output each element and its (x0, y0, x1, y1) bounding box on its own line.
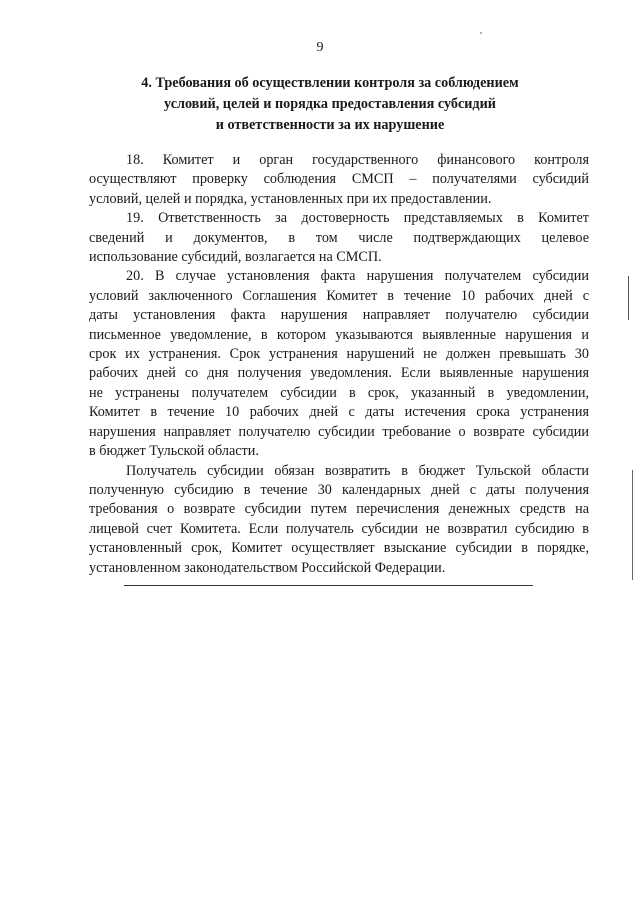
text-line: установленном законодательством Российской Федерации. (89, 559, 446, 576)
text-line: использование субсидий, возлагается на СМСП. (89, 249, 382, 266)
scan-edge-mark (632, 470, 633, 580)
text-line: даты установления факта нарушения направляет получателю субсидии (89, 307, 589, 324)
section-heading (110, 73, 550, 136)
end-separator-line (124, 585, 533, 586)
text-line: в бюджет Тульской области. (89, 443, 259, 460)
paragraph-18 (89, 151, 589, 209)
text-line: требования о возврате субсидии путем перечисления денежных средств на (89, 501, 589, 518)
text-line: осуществляют проверку соблюдения СМСП – получателями субсидий (89, 171, 589, 188)
text-line: условий, целей и порядка, установленных при их предоставлении. (89, 190, 492, 207)
text-line: 18. Комитет и орган государственного финансового контроля (126, 152, 589, 168)
text-line: условий заключенного Соглашения Комитет в течение 10 рабочих дней с (89, 287, 589, 304)
text-line: нарушения направляет получателю субсидии требование о возврате субсидии (89, 423, 589, 440)
text-line: 20. В случае установления факта нарушения получателем субсидии (126, 268, 589, 285)
page-number: 9 (316, 40, 324, 55)
text-line: Комитет в течение 10 рабочих дней с даты истечения срока устранения (89, 404, 589, 421)
text-line: Получатель субсидии обязан возвратить в бюджет Тульской области (126, 462, 589, 479)
paragraph-refund (89, 462, 589, 578)
heading-line: условий, целей и порядка предоставления субсидий (164, 96, 496, 112)
text-line: не устранены получателем субсидии в срок, указанный в уведомлении, (89, 384, 589, 401)
text-line: полученную субсидию в течение 30 календарных дней с даты получения (89, 481, 589, 498)
text-line: срок их устранения. Срок устранения нарушений не должен превышать 30 (89, 346, 589, 363)
text-line: письменное уведомление, в котором указываются выявленные нарушения и (89, 326, 589, 343)
text-line: рабочих дней со дня получения уведомления. Если выявленные нарушения (89, 365, 589, 382)
heading-line: 4. Требования об осуществлении контроля за соблюдением (141, 75, 519, 91)
text-line: лицевой счет Комитета. Если получатель субсидии не возвратил субсидию в (89, 520, 589, 537)
text-line: 19. Ответственность за достоверность представляемых в Комитет (126, 210, 589, 227)
paragraph-20 (89, 267, 589, 461)
paragraph-19 (89, 209, 589, 267)
text-line: сведений и документов, в том числе подтверждающих целевое (89, 229, 589, 246)
heading-line: и ответственности за их нарушение (215, 117, 445, 133)
text-line: установленный срок, Комитет осуществляет взыскание субсидии в порядке, (89, 540, 589, 557)
scan-edge-mark (628, 276, 629, 320)
scan-speck (480, 32, 482, 34)
document-body (89, 151, 589, 578)
